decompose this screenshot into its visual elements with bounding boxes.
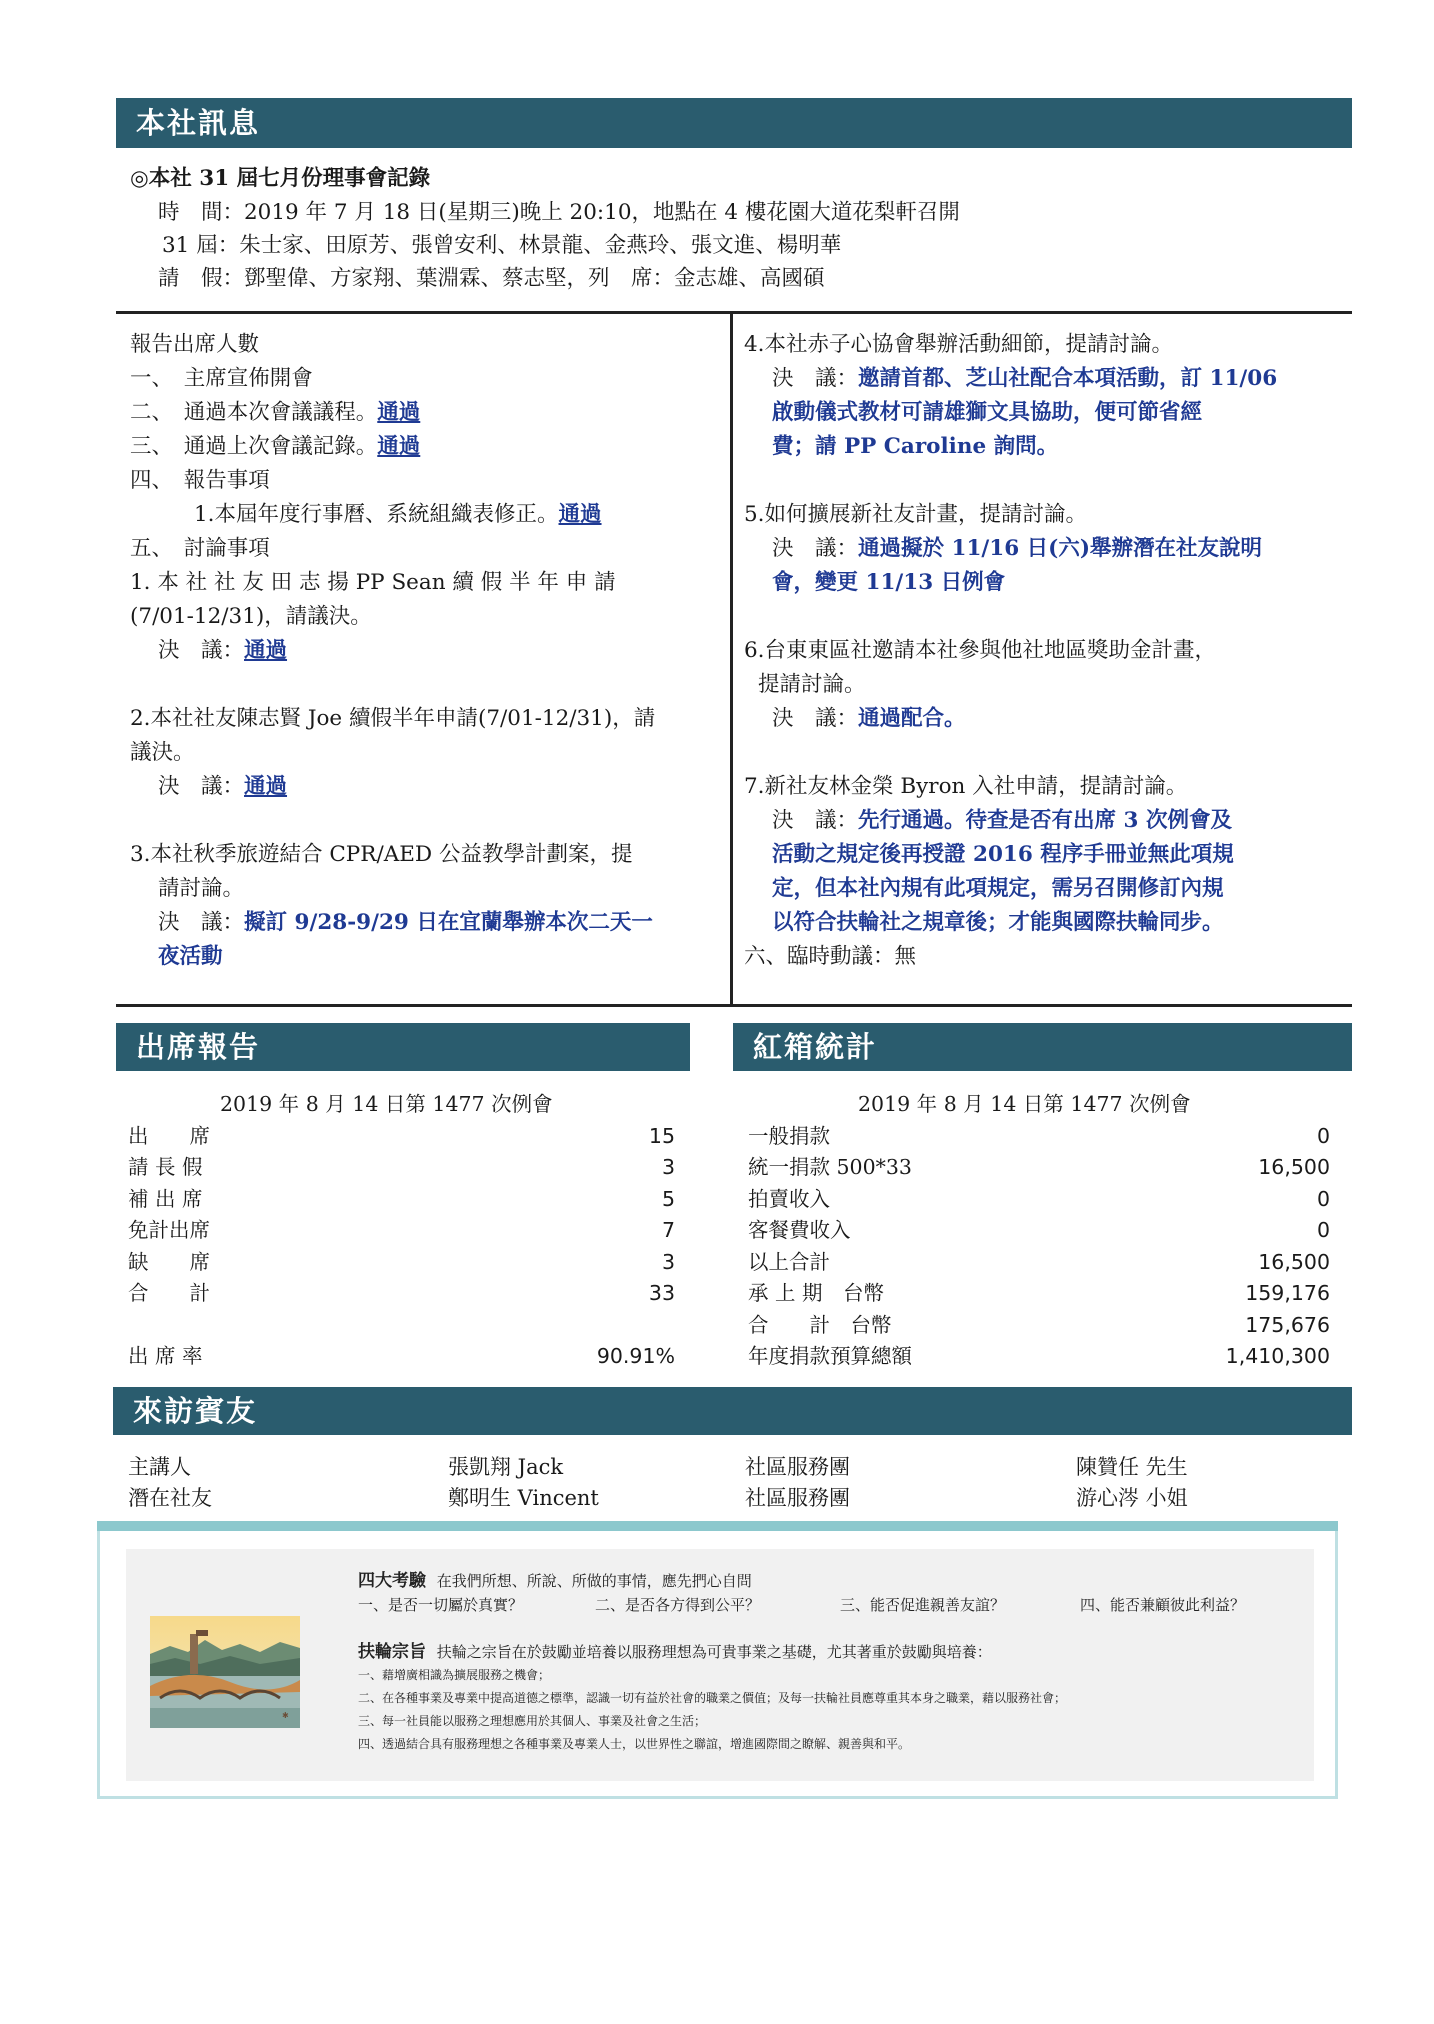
resolution-text: 啟動儀式教材可請雄獅文具協助，便可節省經 (772, 400, 1203, 425)
table-row: 合 計 33 (128, 1281, 675, 1305)
agenda-item: 決 議：通過 (158, 774, 288, 799)
test-item: 三、能否促進親善友誼？ (840, 1596, 1006, 1614)
agenda-item: 決 議：通過配合。 (772, 706, 966, 731)
object-of-rotary-intro: 扶輪之宗旨在於鼓勵並培養以服務理想為可貴事業之基礎，尤其著重於鼓勵與培養： (436, 1643, 992, 1661)
table-row: 以上合計 16,500 (748, 1250, 1330, 1274)
redbox-subtitle: 2019 年 8 月 14 日第 1477 次例會 (858, 1092, 1191, 1116)
resolution-text: 活動之規定後再授證 2016 程序手冊並無此項規 (772, 842, 1234, 867)
agenda-top-rule (116, 311, 1352, 314)
resolution-text: 夜活動 (158, 944, 223, 969)
table-row: 免計出席 7 (128, 1218, 675, 1242)
agenda-item: 7.新社友林金榮 Byron 入社申請，提請討論。 (744, 774, 1188, 799)
object-of-rotary-line (358, 1637, 992, 1662)
table-row: 統一捐款 500*33 16,500 (748, 1155, 1330, 1179)
table-row: 出 席 15 (128, 1124, 675, 1148)
redbox-title: 紅箱統計 (753, 1030, 878, 1064)
visitor-cell: 張凱翔 Jack (448, 1455, 564, 1479)
resolution-text: 通過 (244, 774, 288, 799)
visitor-cell: 游心涔 小姐 (1076, 1486, 1188, 1510)
agenda-item: 二、 通過本次會議議程。通過 (130, 400, 421, 425)
table-row: 承 上 期 台幣 159,176 (748, 1281, 1330, 1305)
resolution-text: 通過 (244, 638, 288, 663)
object-of-rotary-title: 扶輪宗旨 (358, 1642, 426, 1662)
table-row: 缺 席 3 (128, 1250, 675, 1274)
section-news-title: 本社訊息 (136, 106, 261, 140)
agenda-item: 6.台東東區社邀請本社參與他社地區獎助金計畫， (744, 638, 1217, 663)
visitor-cell: 潛在社友 (128, 1486, 212, 1510)
meeting-leave: 請 假：鄧聖偉、方家翔、葉淵霖、蔡志堅，列 席：金志雄、高國碩 (158, 266, 825, 291)
svg-text:✱: ✱ (282, 1711, 289, 1720)
visitor-cell: 社區服務團 (745, 1486, 850, 1510)
attendance-title: 出席報告 (136, 1030, 261, 1064)
resolution-text: 先行通過。待查是否有出席 3 次例會及 (858, 808, 1232, 833)
table-row: 補 出 席 5 (128, 1187, 675, 1211)
meeting-heading: ◎本社 31 屆七月份理事會記錄 (130, 166, 431, 191)
resolution-text: 通過 (377, 400, 421, 425)
object-item: 二、在各種事業及專業中提高道德之標準，認識一切有益於社會的職業之價值；及每一扶輪社員應尊重其本身之職業，藉以服務社會； (358, 1691, 1067, 1705)
visitors-header (113, 1387, 1352, 1435)
resolution-text: 通過 (558, 502, 602, 527)
agenda-item: 決 議：通過 (158, 638, 288, 663)
agenda-item: 3.本社秋季旅遊結合 CPR/AED 公益教學計劃案，提 (130, 842, 633, 867)
visitor-cell: 鄭明生 Vincent (448, 1486, 599, 1510)
agenda-item: 決 議：通過擬於 11/16 日(六)舉辦潛在社友說明 (772, 536, 1263, 561)
agenda-item: 六、臨時動議：無 (744, 944, 917, 969)
attendance-subtitle: 2019 年 8 月 14 日第 1477 次例會 (220, 1092, 553, 1116)
visitors-title: 來訪賓友 (133, 1394, 258, 1428)
visitor-cell: 陳贊任 先生 (1076, 1455, 1188, 1479)
rotary-box-top-band (97, 1521, 1338, 1531)
agenda-item: 1.本屆年度行事曆、系統組織表修正。通過 (194, 502, 602, 527)
table-row: 拍賣收入 0 (748, 1187, 1330, 1211)
table-row: 合 計 台幣 175,676 (748, 1313, 1330, 1337)
agenda-item: 五、 討論事項 (130, 536, 270, 561)
attendance-rate: 出 席 率 90.91% (128, 1344, 675, 1368)
table-row: 請 長 假 3 (128, 1155, 675, 1179)
object-item: 三、每一社員能以服務之理想應用於其個人、事業及社會之生活； (358, 1714, 707, 1728)
bridge-painting-image (150, 1616, 300, 1728)
four-way-test-intro: 在我們所想、所說、所做的事情，應先捫心自問 (436, 1572, 752, 1590)
agenda-item: 一、 主席宣佈開會 (130, 366, 313, 391)
agenda-divider (730, 311, 733, 1007)
redbox-header (733, 1023, 1352, 1071)
test-item: 二、是否各方得到公平？ (595, 1596, 761, 1614)
resolution-text: 通過配合。 (858, 706, 966, 731)
resolution-text: 以符合扶輪社之規章後；才能與國際扶輪同步。 (772, 910, 1224, 935)
resolution-text: 定，但本社內規有此項規定，需另召開修訂內規 (772, 876, 1224, 901)
agenda-item: 報告出席人數 (130, 332, 260, 357)
agenda-item: 議決。 (130, 740, 195, 765)
resolution-text: 通過 (377, 434, 421, 459)
resolution-text: 通過擬於 11/16 日(六)舉辦潛在社友說明 (858, 536, 1263, 561)
object-item: 四、透過結合具有服務理想之各種事業及專業人士，以世界性之聯誼，增進國際間之瞭解、親善與和平。 (358, 1737, 911, 1751)
four-way-test-title: 四大考驗 (358, 1571, 426, 1591)
table-row: 客餐費收入 0 (748, 1218, 1330, 1242)
meeting-members: 31 屆：朱士家、田原芳、張曾安利、林景龍、金燕玲、張文進、楊明華 (162, 233, 842, 258)
attendance-header (116, 1023, 690, 1071)
section-news-header (116, 98, 1352, 148)
agenda-item: 決 議：先行通過。待查是否有出席 3 次例會及 (772, 808, 1232, 833)
resolution-text: 邀請首都、芝山社配合本項活動，訂 11/06 (858, 366, 1278, 391)
agenda-item: 4.本社赤子心協會舉辦活動細節，提請討論。 (744, 332, 1174, 357)
agenda-item: 提請討論。 (758, 672, 866, 697)
test-item: 一、是否一切屬於真實？ (358, 1596, 524, 1614)
four-way-test-line (358, 1566, 752, 1591)
table-row: 一般捐款 0 (748, 1124, 1330, 1148)
agenda-item: 2.本社社友陳志賢 Joe 續假半年申請(7/01-12/31)，請 (130, 706, 656, 731)
object-item: 一、藉增廣相識為擴展服務之機會； (358, 1668, 551, 1682)
visitor-cell: 主講人 (128, 1455, 191, 1479)
visitor-cell: 社區服務團 (745, 1455, 850, 1479)
resolution-text: 費；請 PP Caroline 詢問。 (772, 434, 1059, 459)
resolution-text: 擬訂 9/28-9/29 日在宜蘭舉辦本次二天一 (244, 910, 653, 935)
agenda-item: 決 議：擬訂 9/28-9/29 日在宜蘭舉辦本次二天一 (158, 910, 653, 935)
agenda-item: 四、 報告事項 (130, 468, 270, 493)
agenda-item: (7/01-12/31)，請議決。 (130, 604, 372, 629)
agenda-item: 1. 本 社 社 友 田 志 揚 PP Sean 續 假 半 年 申 請 (130, 570, 616, 595)
agenda-bottom-rule (116, 1004, 1352, 1007)
agenda-item: 請討論。 (158, 876, 245, 901)
meeting-time: 時 間：2019 年 7 月 18 日(星期三)晚上 20:10，地點在 4 樓花園大道花梨軒召開 (158, 200, 960, 225)
agenda-item: 5.如何擴展新社友計畫，提請討論。 (744, 502, 1088, 527)
agenda-item: 決 議：邀請首都、芝山社配合本項活動，訂 11/06 (772, 366, 1278, 391)
rotary-info-box (97, 1521, 1338, 1799)
test-item: 四、能否兼顧彼此利益？ (1080, 1596, 1246, 1614)
agenda-item: 三、 通過上次會議記錄。通過 (130, 434, 421, 459)
table-row: 年度捐款預算總額 1,410,300 (748, 1344, 1330, 1368)
resolution-text: 會，變更 11/13 日例會 (772, 570, 1006, 595)
